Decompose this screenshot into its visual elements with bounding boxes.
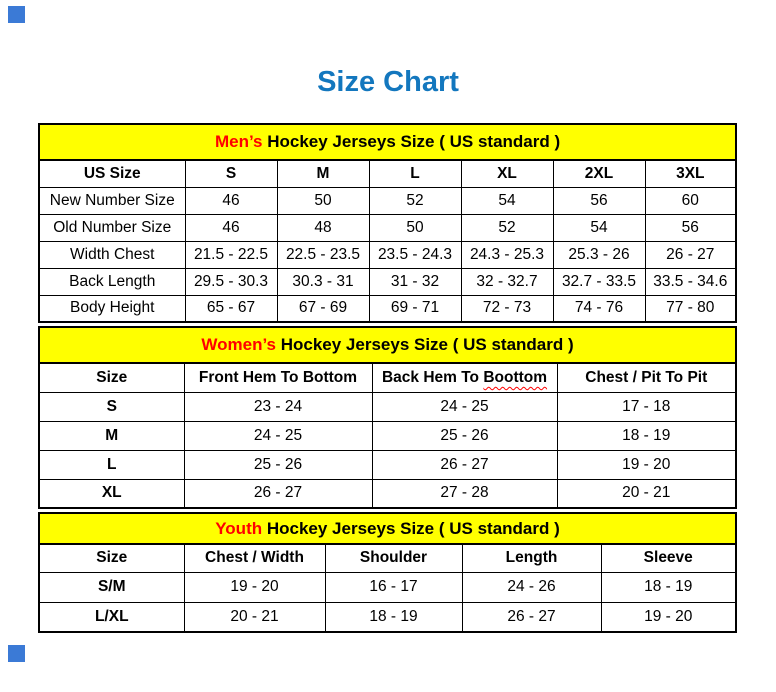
size-value-cell: 26 - 27 [462, 602, 601, 632]
womens-table-title-row [39, 327, 736, 363]
table-row [39, 241, 736, 268]
mens-size-table [38, 123, 737, 323]
mens-col-header-3xl: 3XL [645, 160, 736, 187]
size-value-cell: 17 - 18 [557, 392, 736, 421]
table-row [39, 479, 736, 508]
size-value-cell: 30.3 - 31 [277, 268, 369, 295]
size-value-cell: 23 - 24 [184, 392, 372, 421]
size-value-cell: 24 - 25 [184, 421, 372, 450]
womens-col-header-back-hem [372, 363, 557, 392]
size-value-cell: 46 [185, 214, 277, 241]
row-label: S/M [39, 572, 184, 602]
youth-title-rest: Hockey Jerseys Size ( US standard ) [262, 518, 560, 538]
size-value-cell: 67 - 69 [277, 295, 369, 322]
size-value-cell: 23.5 - 24.3 [369, 241, 461, 268]
youth-title-highlight: Youth [215, 518, 263, 538]
size-value-cell: 77 - 80 [645, 295, 736, 322]
size-value-cell: 74 - 76 [553, 295, 645, 322]
womens-title-rest: Hockey Jerseys Size ( US standard ) [276, 335, 574, 354]
table-row [39, 214, 736, 241]
size-value-cell: 25.3 - 26 [553, 241, 645, 268]
size-value-cell: 24 - 26 [462, 572, 601, 602]
womens-col-header-size: Size [39, 363, 184, 392]
table-row [39, 187, 736, 214]
table-row [39, 421, 736, 450]
womens-col-header-front-hem: Front Hem To Bottom [184, 363, 372, 392]
image-placeholder-icon [8, 6, 25, 23]
size-value-cell: 50 [277, 187, 369, 214]
size-value-cell: 50 [369, 214, 461, 241]
size-value-cell: 72 - 73 [461, 295, 553, 322]
mens-col-header-l: L [369, 160, 461, 187]
mens-col-header-s: S [185, 160, 277, 187]
row-label: Old Number Size [39, 214, 185, 241]
size-value-cell: 32 - 32.7 [461, 268, 553, 295]
size-value-cell: 21.5 - 22.5 [185, 241, 277, 268]
row-label: Back Length [39, 268, 185, 295]
size-value-cell: 32.7 - 33.5 [553, 268, 645, 295]
table-row [39, 602, 736, 632]
size-value-cell: 26 - 27 [645, 241, 736, 268]
row-label: Body Height [39, 295, 185, 322]
size-value-cell: 19 - 20 [184, 572, 325, 602]
mens-title-rest: Hockey Jerseys Size ( US standard ) [262, 132, 561, 151]
womens-table-title [39, 327, 736, 363]
row-label: XL [39, 479, 184, 508]
size-value-cell: 54 [461, 187, 553, 214]
size-value-cell: 22.5 - 23.5 [277, 241, 369, 268]
mens-col-header-2xl: 2XL [553, 160, 645, 187]
size-value-cell: 56 [645, 214, 736, 241]
row-label: L/XL [39, 602, 184, 632]
mens-col-header-us-size: US Size [39, 160, 185, 187]
mens-table-title [39, 124, 736, 160]
youth-col-header-shoulder: Shoulder [325, 544, 462, 572]
row-label: M [39, 421, 184, 450]
table-row [39, 450, 736, 479]
size-value-cell: 16 - 17 [325, 572, 462, 602]
youth-col-header-size: Size [39, 544, 184, 572]
youth-col-header-sleeve: Sleeve [601, 544, 736, 572]
row-label: L [39, 450, 184, 479]
mens-header-row [39, 160, 736, 187]
youth-col-header-chest: Chest / Width [184, 544, 325, 572]
table-row [39, 572, 736, 602]
size-value-cell: 25 - 26 [372, 421, 557, 450]
size-value-cell: 20 - 21 [557, 479, 736, 508]
youth-table-title-row [39, 513, 736, 544]
mens-table-title-row [39, 124, 736, 160]
size-value-cell: 24.3 - 25.3 [461, 241, 553, 268]
size-value-cell: 19 - 20 [601, 602, 736, 632]
size-value-cell: 25 - 26 [184, 450, 372, 479]
womens-header-row [39, 363, 736, 392]
size-chart-tables [38, 123, 735, 633]
size-value-cell: 33.5 - 34.6 [645, 268, 736, 295]
size-value-cell: 26 - 27 [184, 479, 372, 508]
womens-size-table [38, 326, 737, 509]
mens-title-highlight: Men’s [214, 132, 263, 151]
size-value-cell: 54 [553, 214, 645, 241]
size-value-cell: 48 [277, 214, 369, 241]
size-value-cell: 65 - 67 [185, 295, 277, 322]
size-value-cell: 18 - 19 [325, 602, 462, 632]
size-value-cell: 31 - 32 [369, 268, 461, 295]
size-value-cell: 26 - 27 [372, 450, 557, 479]
youth-table-title [39, 513, 736, 544]
size-value-cell: 29.5 - 30.3 [185, 268, 277, 295]
size-value-cell: 52 [461, 214, 553, 241]
size-value-cell: 27 - 28 [372, 479, 557, 508]
size-value-cell: 46 [185, 187, 277, 214]
mens-col-header-xl: XL [461, 160, 553, 187]
youth-header-row [39, 544, 736, 572]
youth-col-header-length: Length [462, 544, 601, 572]
table-row [39, 295, 736, 322]
youth-size-table [38, 512, 737, 633]
mens-col-header-m: M [277, 160, 369, 187]
size-value-cell: 18 - 19 [601, 572, 736, 602]
size-value-cell: 20 - 21 [184, 602, 325, 632]
image-placeholder-icon [8, 645, 25, 662]
row-label: Width Chest [39, 241, 185, 268]
size-value-cell: 18 - 19 [557, 421, 736, 450]
back-hem-prefix: Back Hem To [381, 368, 484, 386]
womens-title-highlight: Women’s [201, 335, 276, 354]
table-row [39, 392, 736, 421]
row-label: S [39, 392, 184, 421]
womens-col-header-chest: Chest / Pit To Pit [557, 363, 736, 392]
back-hem-misspelled-word: Boottom [483, 368, 548, 386]
size-value-cell: 24 - 25 [372, 392, 557, 421]
size-value-cell: 19 - 20 [557, 450, 736, 479]
row-label: New Number Size [39, 187, 185, 214]
size-value-cell: 52 [369, 187, 461, 214]
size-value-cell: 56 [553, 187, 645, 214]
size-value-cell: 60 [645, 187, 736, 214]
page-title: Size Chart [317, 66, 459, 98]
table-row [39, 268, 736, 295]
size-value-cell: 69 - 71 [369, 295, 461, 322]
